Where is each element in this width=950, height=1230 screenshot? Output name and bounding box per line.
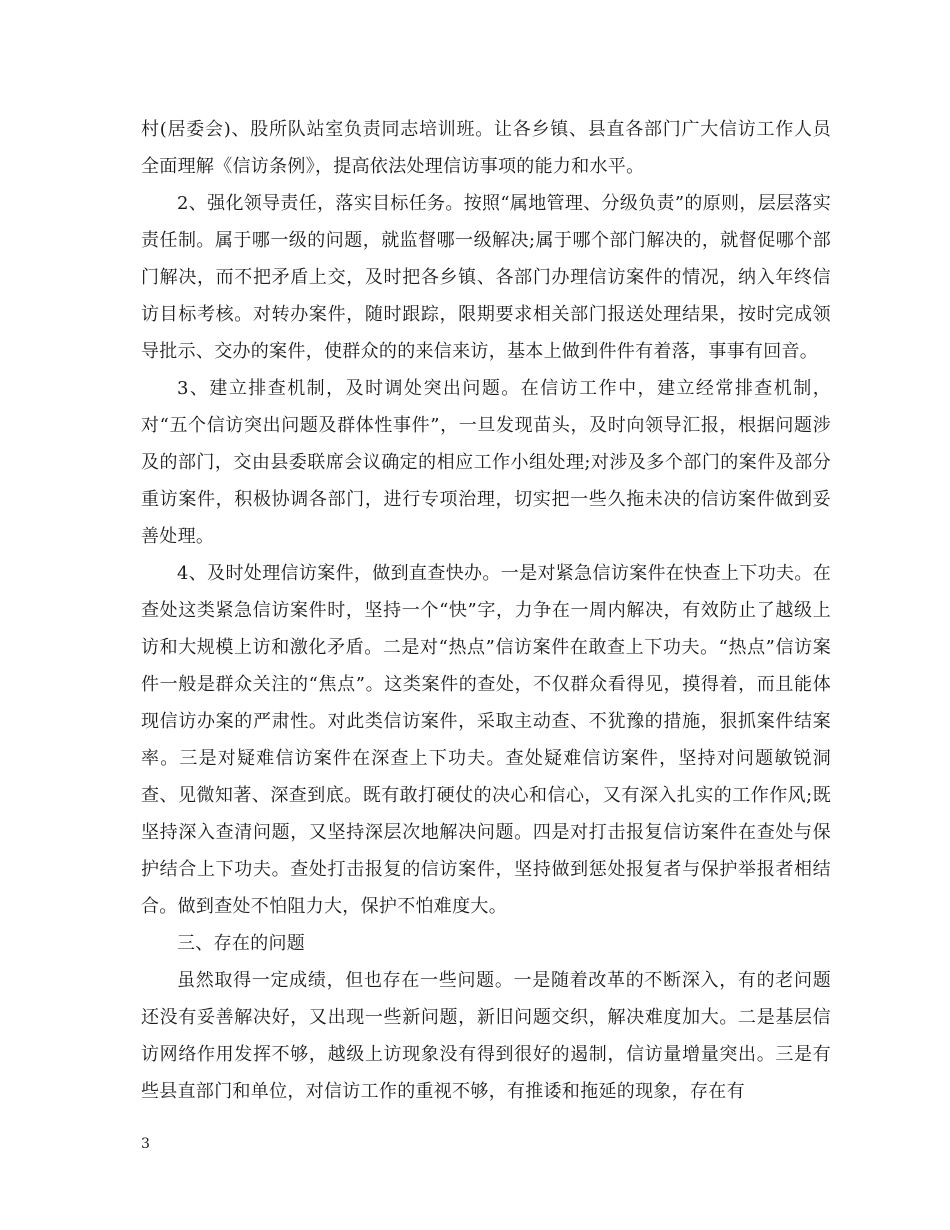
- paragraph-screening-mechanism: 3、建立排查机制，及时调处突出问题。在信访工作中，建立经常排查机制，对“五个信访突出问题及群体性事件”，一旦发现苗头，及时向领导汇报，根据问题涉及的部门，交由县委联席会议确定的相应工作小组处理;对涉及多个部门的案件及部分重访案件，积极协调各部门，进行专项治理，切实把一些久拖未决的信访案件做到妥善处理。: [141, 378, 831, 547]
- page-number: 3: [141, 1136, 150, 1152]
- paragraph-existing-problems: 虽然取得一定成绩，但也存在一些问题。一是随着改革的不断深入，有的老问题还没有妥善解决好，又出现一些新问题，新旧问题交织，解决难度加大。二是基层信访网络作用发挥不够，越级上访现象没有得到很好的遏制，信访量增量突出。三是有些县直部门和单位，对信访工作的重视不够，有推诿和拖延的现象，存在有: [141, 970, 831, 1102]
- paragraph-case-handling: 4、及时处理信访案件，做到直查快办。一是对紧急信访案件在快查上下功夫。在查处这类紧急信访案件时，坚持一个“快”字，力争在一周内解决，有效防止了越级上访和大规模上访和激化矛盾。二是对“热点”信访案件在敢查上下功夫。“热点”信访案件一般是群众关注的“焦点”。这类案件的查处，不仅群众看得见，摸得着，而且能体现信访办案的严肃性。对此类信访案件，采取主动查、不犹豫的措施，狠抓案件结案率。三是对疑难信访案件在深查上下功夫。查处疑难信访案件，坚持对问题敏锐洞查、见微知著、深查到底。既有敢打硬仗的决心和信心，又有深入扎实的工作作风;既坚持深入查清问题，又坚持深层次地解决问题。四是对打击报复信访案件在查处与保护结合上下功夫。查处打击报复的信访案件，坚持做到惩处报复者与保护举报者相结合。做到查处不怕阻力大，保护不怕难度大。: [141, 563, 831, 917]
- paragraph-leadership-responsibility: 2、强化领导责任，落实目标任务。按照“属地管理、分级负责”的原则，层层落实责任制。属于哪一级的问题，就监督哪一级解决;属于哪个部门解决的，就督促哪个部门解决，而不把矛盾上交，及时把各乡镇、各部门办理信访案件的情况，纳入年终信访目标考核。对转办案件，随时跟踪，限期要求相关部门报送处理结果，按时完成领导批示、交办的案件，使群众的的来信来访，基本上做到件件有着落，事事有回音。: [141, 193, 831, 362]
- section-heading: 三、存在的问题: [177, 933, 306, 954]
- document-body: [141, 111, 831, 1110]
- paragraph-continuation: 村(居委会)、股所队站室负责同志培训班。让各乡镇、县直各部门广大信访工作人员全面理解《信访条例》，提高依法处理信访事项的能力和水平。: [141, 119, 831, 177]
